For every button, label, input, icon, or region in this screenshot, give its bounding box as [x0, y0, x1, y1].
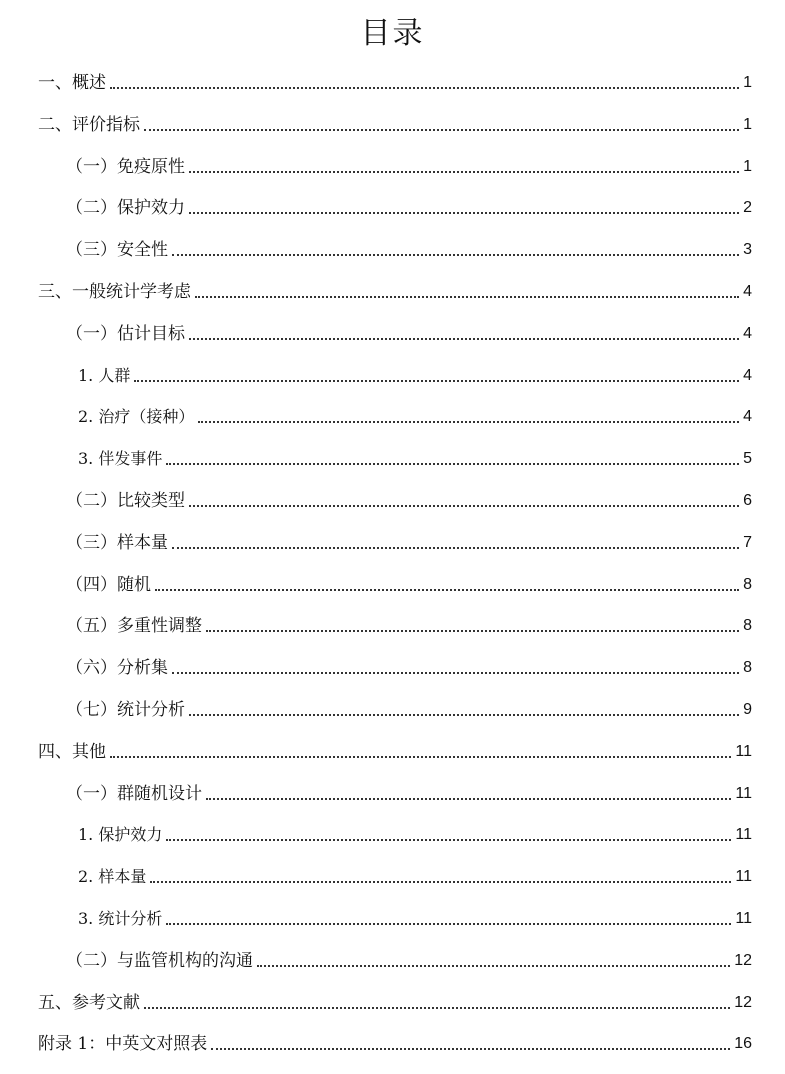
toc-entry-label: 1. 保护效力 — [78, 825, 163, 845]
toc-entry-label: 1. 人群 — [78, 365, 131, 385]
toc-entry-label: 3. 统计分析 — [78, 909, 163, 928]
dot-leader — [166, 839, 731, 841]
toc-entry[interactable] — [66, 689, 752, 721]
toc-entry-page-number: 4 — [743, 283, 752, 300]
toc-entry-label: 2. 样本量 — [78, 867, 147, 887]
toc-entry[interactable] — [66, 313, 752, 345]
dot-leader — [134, 380, 739, 382]
toc-entry[interactable] — [66, 605, 752, 637]
toc-entry[interactable] — [66, 647, 752, 679]
toc-entry[interactable] — [66, 940, 752, 972]
toc-entry-label: （四）随机 — [66, 574, 151, 595]
dot-leader — [166, 463, 739, 465]
dot-leader — [144, 129, 739, 131]
toc-entry-page-number: 12 — [734, 951, 752, 969]
toc-entry-page-number: 4 — [743, 408, 752, 426]
page-title: 目录 — [360, 16, 425, 51]
toc-entry-page-number: 8 — [743, 617, 752, 635]
toc-entry-label: （二）保护效力 — [66, 198, 185, 219]
toc-entry-label: （一）免疫原性 — [66, 156, 185, 177]
toc-entry-page-number: 16 — [734, 1035, 752, 1053]
dot-leader — [189, 338, 739, 340]
dot-leader — [172, 672, 739, 674]
toc-entry-label: （二）比较类型 — [66, 491, 185, 511]
toc-entry-label: 五、参考文献 — [38, 992, 140, 1013]
toc-entry-page-number: 3 — [743, 241, 752, 259]
dot-leader — [110, 756, 731, 758]
dot-leader — [172, 547, 739, 549]
toc-entry[interactable] — [78, 898, 752, 930]
toc-entry-page-number: 4 — [743, 324, 752, 342]
toc-entry-label: （三）安全性 — [66, 240, 168, 261]
toc-entry-label: 2. 治疗（接种） — [78, 407, 195, 427]
toc-entry[interactable] — [78, 814, 752, 846]
toc-entry[interactable] — [38, 271, 752, 303]
toc-entry[interactable] — [38, 1023, 752, 1055]
toc-entry-page-number: 1 — [743, 115, 752, 133]
toc-entry-page-number: 8 — [743, 659, 752, 677]
toc-entry-label: （六）分析集 — [66, 658, 168, 679]
toc-entry[interactable] — [66, 229, 752, 261]
toc-entry-page-number: 5 — [743, 450, 752, 468]
toc-entry-page-number: 1 — [743, 157, 752, 175]
dot-leader — [172, 254, 739, 256]
toc-entry-page-number: 11 — [735, 868, 752, 886]
dot-leader — [166, 923, 731, 925]
toc-entry-page-number: 6 — [743, 492, 752, 509]
toc-entry-label: 二、评价指标 — [38, 114, 140, 135]
toc-entry-page-number: 12 — [734, 993, 752, 1011]
toc-entry-page-number: 11 — [735, 910, 752, 927]
toc-entry-page-number: 9 — [743, 701, 752, 718]
toc-entry[interactable] — [78, 355, 752, 387]
toc-entry-label: 一、概述 — [38, 73, 106, 93]
toc-entry[interactable] — [38, 62, 752, 94]
dot-leader — [189, 171, 739, 173]
toc-entry[interactable] — [66, 564, 752, 596]
dot-leader — [155, 589, 739, 591]
toc-entry-page-number: 4 — [743, 366, 752, 384]
toc-entry[interactable] — [38, 982, 752, 1014]
toc-entry-label: 3. 伴发事件 — [78, 449, 163, 469]
toc-entry-label: 三、一般统计学考虑 — [38, 282, 191, 302]
toc-entry-label: （七）统计分析 — [66, 700, 185, 720]
dot-leader — [150, 881, 731, 883]
toc-entry-page-number: 8 — [743, 575, 752, 593]
dot-leader — [206, 630, 739, 632]
toc-entry[interactable] — [66, 187, 752, 219]
toc-entry[interactable] — [66, 480, 752, 512]
toc-entry[interactable] — [38, 731, 752, 763]
toc-entry[interactable] — [78, 856, 752, 888]
dot-leader — [144, 1007, 730, 1009]
dot-leader — [189, 714, 739, 716]
dot-leader — [110, 87, 739, 89]
toc-entry[interactable] — [66, 146, 752, 178]
dot-leader — [189, 212, 739, 214]
toc-entry-label: （二）与监管机构的沟通 — [66, 950, 253, 971]
toc-entry-label: （一）估计目标 — [66, 323, 185, 344]
toc-entry-label: （一）群随机设计 — [66, 783, 202, 804]
toc-entry-page-number: 11 — [735, 742, 752, 760]
dot-leader — [211, 1048, 730, 1050]
toc-entry-page-number: 1 — [743, 74, 752, 91]
toc-entry-label: 四、其他 — [38, 741, 106, 762]
toc-entry[interactable] — [66, 522, 752, 554]
toc-entry[interactable] — [78, 438, 752, 470]
dot-leader — [206, 798, 731, 800]
toc-entry[interactable] — [66, 773, 752, 805]
toc-entry-label: （三）样本量 — [66, 532, 168, 553]
toc-entry-page-number: 7 — [743, 533, 752, 551]
dot-leader — [198, 421, 739, 423]
toc-entry-page-number: 11 — [735, 784, 752, 802]
toc-entry-label: 附录 1：中英文对照表 — [38, 1034, 208, 1055]
toc-entry-label: （五）多重性调整 — [66, 616, 202, 637]
toc-entry-page-number: 2 — [743, 199, 752, 217]
toc-entry[interactable] — [78, 396, 752, 428]
dot-leader — [189, 505, 739, 507]
dot-leader — [195, 296, 739, 298]
dot-leader — [257, 965, 730, 967]
toc-entry-page-number: 11 — [735, 826, 752, 844]
toc-entry[interactable] — [38, 104, 752, 136]
